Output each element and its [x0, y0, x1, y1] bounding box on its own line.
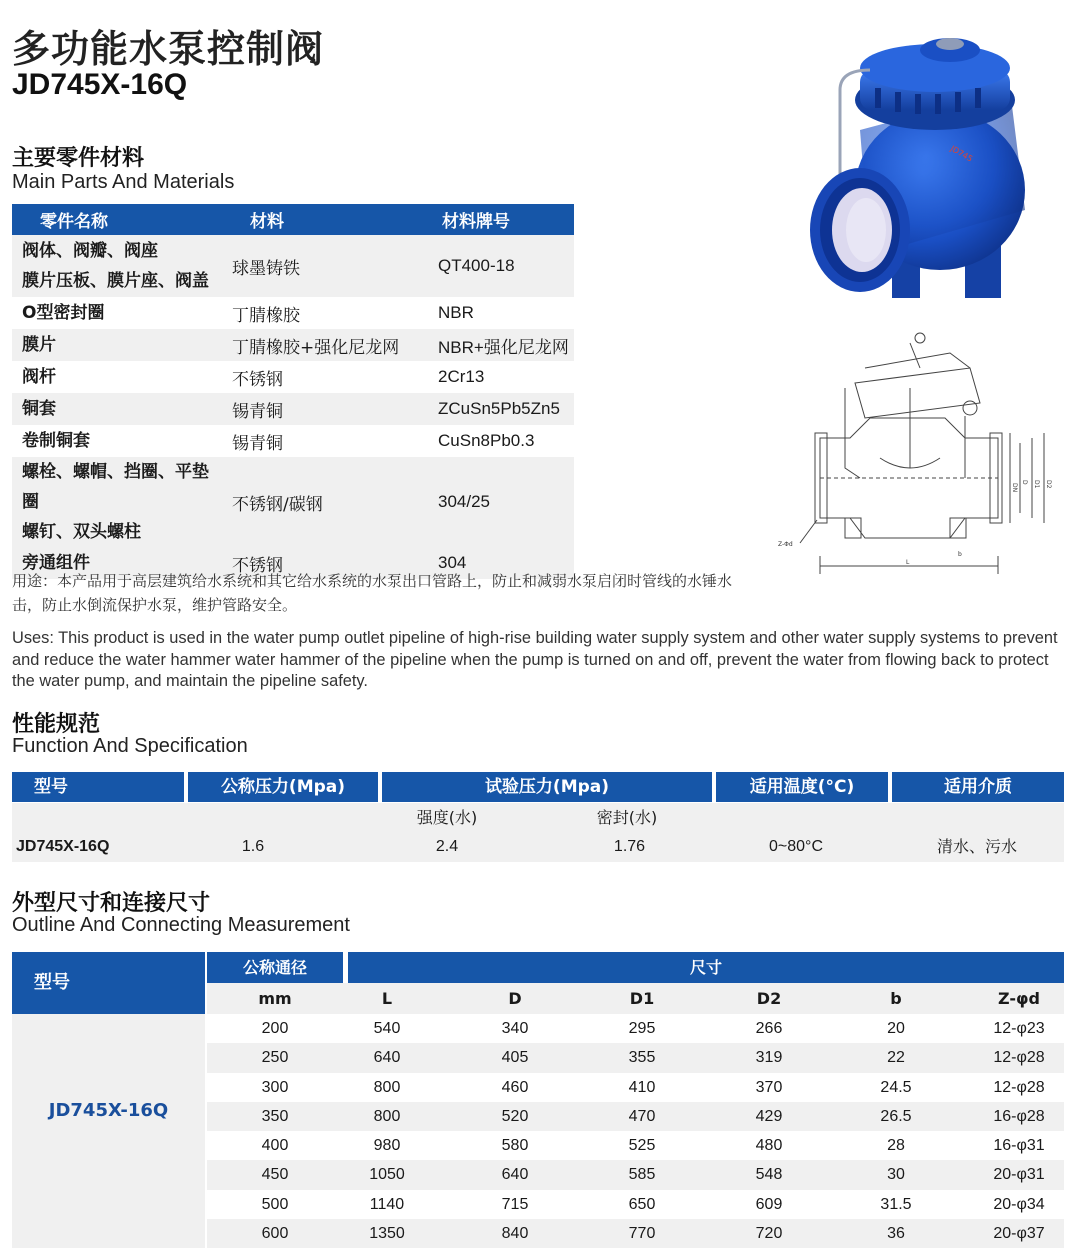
dims-section-title: 外型尺寸和连接尺寸	[12, 891, 211, 916]
spec-header-temp: 适用温度(°C)	[716, 772, 888, 802]
part-name: 铜套	[12, 393, 222, 425]
dims-cell-l: 1140	[369, 1195, 405, 1213]
dims-cell-l: 540	[373, 1020, 401, 1037]
spec-section-title: 性能规范	[12, 712, 101, 737]
dims-cell-dn: 200	[261, 1020, 289, 1037]
spec-header-test: 试验压力(Mpa)	[382, 772, 712, 802]
parts-table-header	[12, 204, 574, 235]
dims-cell-d1: 295	[628, 1020, 656, 1037]
dims-col-zd: Z-φd	[998, 989, 1040, 1008]
part-name-line: 膜片压板、膜片座、阀盖	[22, 271, 209, 291]
spec-strength: 2.4	[435, 838, 459, 855]
drawing-label: L	[906, 559, 910, 566]
dims-cell-d: 715	[501, 1195, 529, 1213]
dims-col-mm: mm	[258, 989, 292, 1008]
spec-section-subtitle: Function And Specification	[12, 735, 248, 757]
dims-col-d: D	[508, 989, 522, 1008]
dims-cell-dn: 250	[261, 1049, 289, 1067]
spec-sub-seal: 密封(水)	[596, 808, 658, 827]
table-row	[207, 1043, 1064, 1072]
dims-cell-d2: 609	[755, 1195, 783, 1213]
dims-cell-b: 20	[887, 1020, 905, 1037]
dims-cell-l: 800	[373, 1078, 401, 1096]
part-name-line: 螺钉、双头螺柱	[22, 522, 141, 542]
table-row	[12, 393, 574, 425]
dims-cell-d2: 266	[755, 1020, 783, 1037]
spec-sub-strength: 强度(水)	[416, 808, 478, 827]
dims-cell-dn: 300	[261, 1078, 289, 1096]
part-grade: NBR+强化尼龙网	[430, 329, 574, 361]
drawing-label: b	[958, 551, 962, 558]
part-name: O型密封圈	[22, 303, 105, 323]
part-name	[12, 235, 222, 297]
dims-cell-zd: 12-φ28	[993, 1078, 1045, 1096]
dims-cell-b: 24.5	[880, 1078, 912, 1096]
dims-cell-d2: 480	[755, 1137, 783, 1154]
dims-cell-d: 640	[501, 1166, 529, 1184]
dims-cell-dn: 450	[261, 1166, 289, 1184]
dims-cell-d2: 319	[755, 1049, 783, 1067]
usage-text-cn: 用途：本产品用于高层建筑给水系统和其它给水系统的水泵出口管路上，防止和减弱水泵启闭时管线的水锤水击，防止水倒流保护水泵，维护管路安全。	[12, 572, 733, 614]
dims-cell-b: 30	[887, 1166, 905, 1184]
parts-table	[12, 204, 574, 579]
spec-subheader	[12, 803, 1064, 832]
table-row	[207, 1219, 1064, 1248]
dims-cell-dn: 600	[261, 1224, 289, 1242]
part-grade: ZCuSn5Pb5Zn5	[430, 393, 574, 425]
part-material: 不锈钢	[232, 369, 283, 390]
table-row	[12, 235, 574, 297]
dims-cell-dn: 400	[261, 1137, 289, 1154]
part-material: 锡青铜	[222, 393, 430, 425]
table-row	[12, 297, 574, 329]
dims-cell-d2: 429	[755, 1107, 783, 1125]
part-name: 旁通组件	[12, 547, 222, 579]
spec-temp: 0~80°C	[769, 838, 823, 855]
spec-pn: 1.6	[241, 838, 265, 855]
spec-model: JD745X-16Q	[16, 838, 110, 855]
dims-cell-b: 36	[887, 1224, 905, 1242]
dims-cell-d: 580	[501, 1137, 529, 1154]
dims-section-subtitle: Outline And Connecting Measurement	[12, 914, 350, 936]
dims-cell-d1: 470	[628, 1107, 656, 1125]
table-row	[207, 1102, 1064, 1131]
dims-cell-b: 31.5	[880, 1195, 912, 1213]
dims-cell-d: 405	[501, 1049, 529, 1067]
drawing-label: Z-Φd	[778, 541, 793, 548]
dims-cell-zd: 12-φ28	[993, 1049, 1045, 1067]
dims-cell-l: 1050	[369, 1166, 405, 1184]
dims-cell-d1: 355	[628, 1049, 656, 1067]
spec-header-model: 型号	[12, 772, 184, 802]
dims-cell-zd: 12-φ23	[993, 1020, 1045, 1037]
valve-photo	[800, 30, 1040, 305]
table-row	[12, 457, 574, 547]
drawing-label: D	[1021, 480, 1028, 485]
parts-header-material: 材料	[222, 204, 430, 235]
dims-model: JD745X-16Q	[12, 1014, 205, 1248]
dims-cell-d: 460	[501, 1078, 529, 1096]
dims-cell-d2: 370	[755, 1078, 783, 1096]
spec-header-pn: 公称压力(Mpa)	[188, 772, 378, 802]
part-name: 膜片	[12, 329, 222, 361]
table-row	[207, 1190, 1064, 1219]
dims-column-headers	[207, 983, 1064, 1014]
usage-text-en: Uses: This product is used in the water pump outlet pipeline of high-rise building water supply system and other water supply systems to prevent and reduce the water hammer water hammer of the pipeline when the pump is turned on and off, prevent the water from flowing back to protect the water pump, and maintain the pipeline safety.	[12, 629, 1058, 690]
dims-cell-b: 28	[887, 1137, 905, 1154]
dims-cell-dn: 350	[261, 1107, 289, 1125]
parts-section-subtitle: Main Parts And Materials	[12, 171, 235, 193]
part-grade: QT400-18	[430, 235, 574, 297]
part-grade: 2Cr13	[438, 367, 485, 386]
valve-drawing	[770, 328, 1065, 576]
dims-cell-d: 840	[501, 1224, 529, 1242]
dims-col-l: L	[381, 989, 393, 1008]
drawing-label: D2	[1045, 480, 1052, 489]
parts-header-grade: 材料牌号	[430, 204, 574, 235]
dims-cell-zd: 20-φ31	[993, 1166, 1045, 1184]
dims-cell-zd: 20-φ34	[993, 1195, 1045, 1213]
dims-header-size: 尺寸	[348, 952, 1064, 983]
dims-cell-b: 22	[887, 1049, 905, 1067]
table-row	[207, 1073, 1064, 1102]
dims-cell-d1: 770	[628, 1224, 656, 1242]
dims-cell-d1: 525	[628, 1137, 656, 1154]
dims-header-dn: 公称通径	[207, 952, 343, 983]
part-material: 球墨铸铁	[222, 235, 430, 297]
part-grade: CuSn8Pb0.3	[438, 431, 535, 450]
model-title: JD745X-16Q	[12, 68, 188, 101]
parts-header-name: 零件名称	[12, 204, 222, 235]
table-row	[12, 329, 574, 361]
part-material: 不锈钢	[222, 547, 430, 579]
page-title: 多功能水泵控制阀	[12, 27, 325, 71]
table-row	[207, 1160, 1064, 1189]
dims-cell-d2: 548	[755, 1166, 783, 1184]
dims-cell-zd: 16-φ31	[993, 1137, 1045, 1154]
part-name-line: 阀体、阀瓣、阀座	[22, 241, 158, 261]
part-name: 卷制铜套	[22, 431, 90, 451]
dims-cell-d1: 410	[628, 1078, 656, 1096]
dims-cell-zd: 20-φ37	[993, 1224, 1045, 1242]
dims-cell-d1: 585	[628, 1166, 656, 1184]
dims-header-model: 型号	[12, 952, 205, 1014]
dims-cell-d: 520	[501, 1107, 529, 1125]
spec-header-medium: 适用介质	[892, 772, 1064, 802]
dims-col-d1: D1	[629, 989, 655, 1008]
spec-table-header	[12, 772, 1064, 802]
parts-section-title: 主要零件材料	[12, 146, 145, 171]
spec-seal: 1.76	[613, 838, 646, 855]
part-grade: 304/25	[430, 457, 574, 547]
dims-cell-b: 26.5	[880, 1107, 912, 1125]
dims-cell-dn: 500	[261, 1195, 289, 1213]
dims-cell-d1: 650	[628, 1195, 656, 1213]
dims-cell-d2: 720	[755, 1224, 783, 1242]
table-row	[12, 832, 1064, 862]
table-row	[12, 361, 574, 393]
dims-col-d2: D2	[756, 989, 782, 1008]
part-grade: NBR	[438, 303, 474, 322]
part-material: 不锈钢/碳钢	[222, 457, 430, 547]
part-material: 丁腈橡胶+强化尼龙网	[222, 329, 430, 361]
part-material: 锡青铜	[232, 433, 283, 454]
spec-medium: 清水、污水	[936, 837, 1017, 856]
part-name: 阀杆	[22, 367, 56, 387]
dims-cell-l: 640	[373, 1049, 401, 1067]
table-row	[12, 425, 574, 457]
part-name	[12, 457, 222, 547]
drawing-label: D1	[1033, 480, 1040, 489]
part-name-line: 螺栓、螺帽、挡圈、平垫圈	[22, 462, 209, 512]
drawing-label: DN	[1011, 483, 1018, 493]
svg-text:JD745: JD745	[949, 143, 975, 164]
dims-col-b: b	[890, 989, 902, 1008]
dims-cell-zd: 16-φ28	[993, 1107, 1045, 1125]
dims-cell-l: 980	[373, 1137, 401, 1154]
table-row	[207, 1131, 1064, 1160]
table-row	[207, 1014, 1064, 1043]
dims-cell-l: 800	[373, 1107, 401, 1125]
part-grade: 304	[430, 547, 574, 579]
part-material: 丁腈橡胶	[232, 305, 300, 326]
dims-cell-d: 340	[501, 1020, 529, 1037]
dims-cell-l: 1350	[369, 1224, 405, 1242]
